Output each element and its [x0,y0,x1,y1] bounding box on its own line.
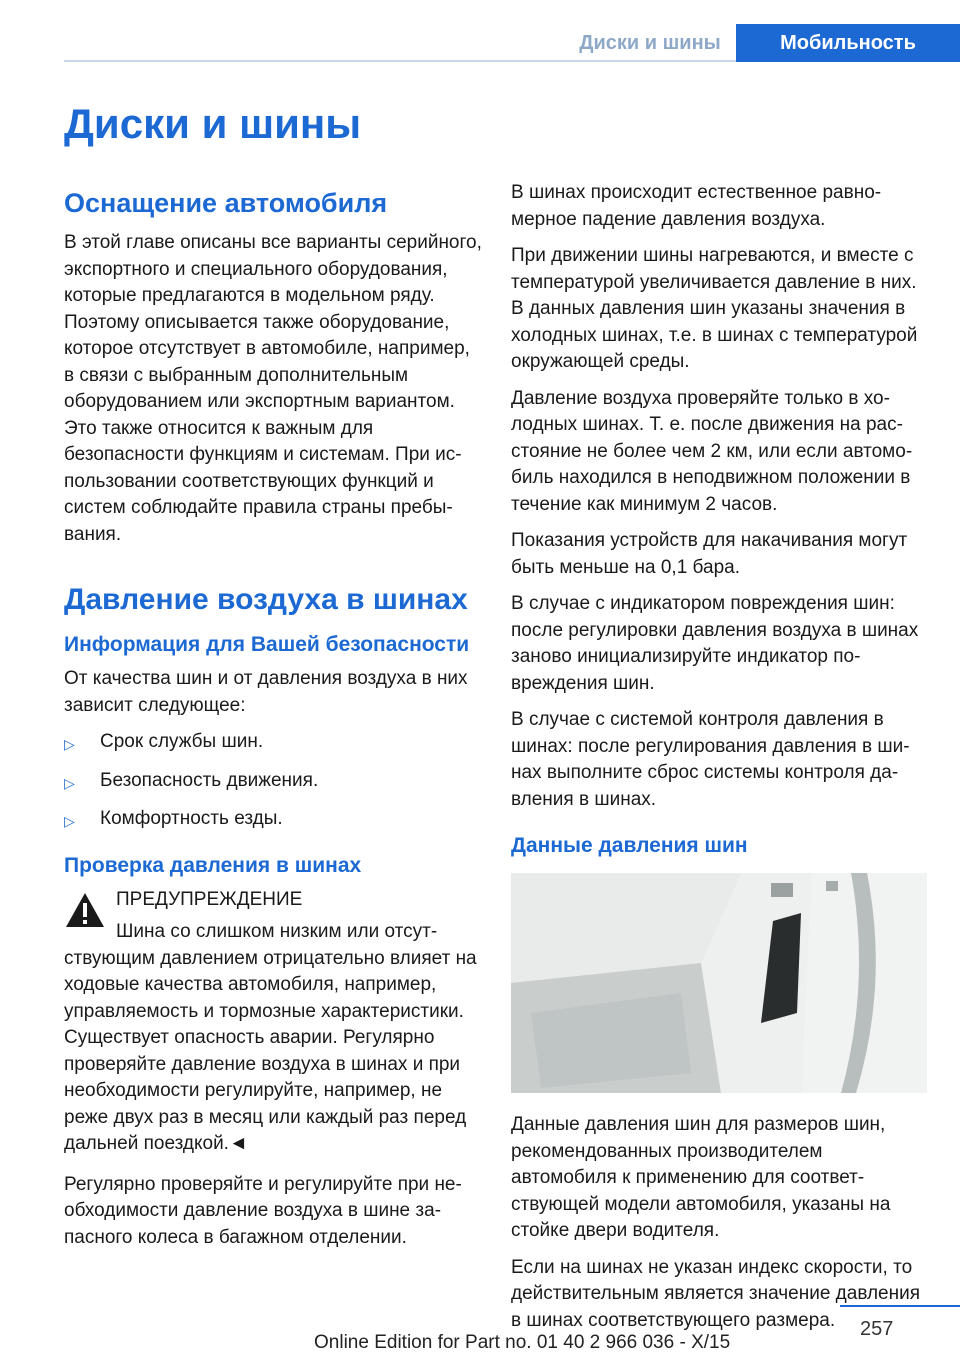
paragraph: Показания устройств для накачивания могут быть меньше на 0,1 бара. [511,530,908,578]
door-pillar-photo [511,873,927,1093]
paragraph: При движении шины нагреваются, и вместе с температурой увеличивается давление в них. В данных давления шин указаны значения в холодных шинах, т.е. в шинах с температурой окружающей среды. [511,245,918,372]
bullet-text: Срок службы шин. [100,731,264,752]
paragraph: Если на шинах не указан индекс скорости, то действительным является значение давления в шинах соответствующего размера. [511,1256,921,1331]
triangle-bullet-icon: ▷ [64,774,75,791]
bullet-item [64,806,482,835]
bullet-text: Безопасность движения. [100,769,319,791]
triangle-bullet-icon: ▷ [64,813,75,829]
warning-triangle-icon [64,891,106,929]
page-number: 257 [860,1318,894,1340]
warning-label: ПРЕДУПРЕЖДЕНИЕ [116,888,303,910]
footer-edition: Online Edition for Part no. 01 40 2 966 036 - X/15 [314,1332,731,1353]
data-heading: Данные давления шин [511,834,748,857]
paragraph: В шинах происходит естественное равномерное падение давления воздуха. [511,182,882,230]
warning-block [64,887,482,914]
pressure-heading: Давление воздуха в шинах [64,583,468,616]
bullet-text: Комфортность езды. [100,808,283,829]
safety-heading: Информация для Вашей безопасности [64,633,470,656]
equipment-heading: Оснащение автомобиля [64,188,388,218]
safety-text: От качества шин и от давления воздуха в них зависит следующее: [64,668,468,716]
bullet-item [64,768,482,797]
regular-text: Регулярно проверяйте и регулируйте при необходимости давление воздуха в шине запасного колеса в багажном отделении. [64,1173,462,1248]
warning-text: Шина со слишком низким или отсутствующим давлением отрицательно влияет на ходовые качества автомобиля, например, управляемость и тормозные характеристики. Существует опасность аварии. Регулярно проверяйте давление воздуха в шинах и при необходимости регулируйте, например, не реже двух раз в месяц или каждый раз перед дальней поездкой.◄ [64,921,477,1154]
triangle-bullet-icon: ▷ [64,736,75,752]
paragraph: Давление воздуха проверяйте только в холодных шинах. Т. е. после движения на расстояние не более чем 2 км, или если автомобиль находился в неподвижном положении в течение как минимум 2 часов. [511,387,913,515]
left-column [64,186,482,1261]
equipment-text: В этой главе описаны все варианты серийного, экспортного и специального оборудования, которые предлагаются в модельном ряду. Поэтому описывается также оборудование, которое отсутствует в автомобиле, например, в связи с выбранным дополнительным оборудованием или экспортным вариантом. Это также относится к важным для безопасности функциям и системам. При использовании соответствующих функций и систем соблюдайте правила страны пребывания. [64,232,482,545]
footer-rule [840,1305,960,1307]
right-column [511,180,929,1344]
tab-section[interactable]: Диски и шины [579,31,721,54]
bullet-item [64,729,482,758]
check-heading: Проверка давления в шинах [64,853,362,877]
caption: Данные давления шин для размеров шин, рекомендованных производителем автомобиля к применению для соответствующей модели автомобиля, указаны на стойке двери водителя. [511,1114,891,1241]
paragraph: В случае с индикатором повреждения шин: после регулировки давления воздуха в шинах заново инициализируйте индикатор повреждения шин. [511,593,919,694]
page-title: Диски и шины [64,100,362,147]
paragraph: В случае с системой контроля давления в шинах: после регулирования давления в шинах выполните сброс системы контроля давления в шинах. [511,709,910,810]
tab-chapter[interactable]: Мобильность [736,24,960,62]
